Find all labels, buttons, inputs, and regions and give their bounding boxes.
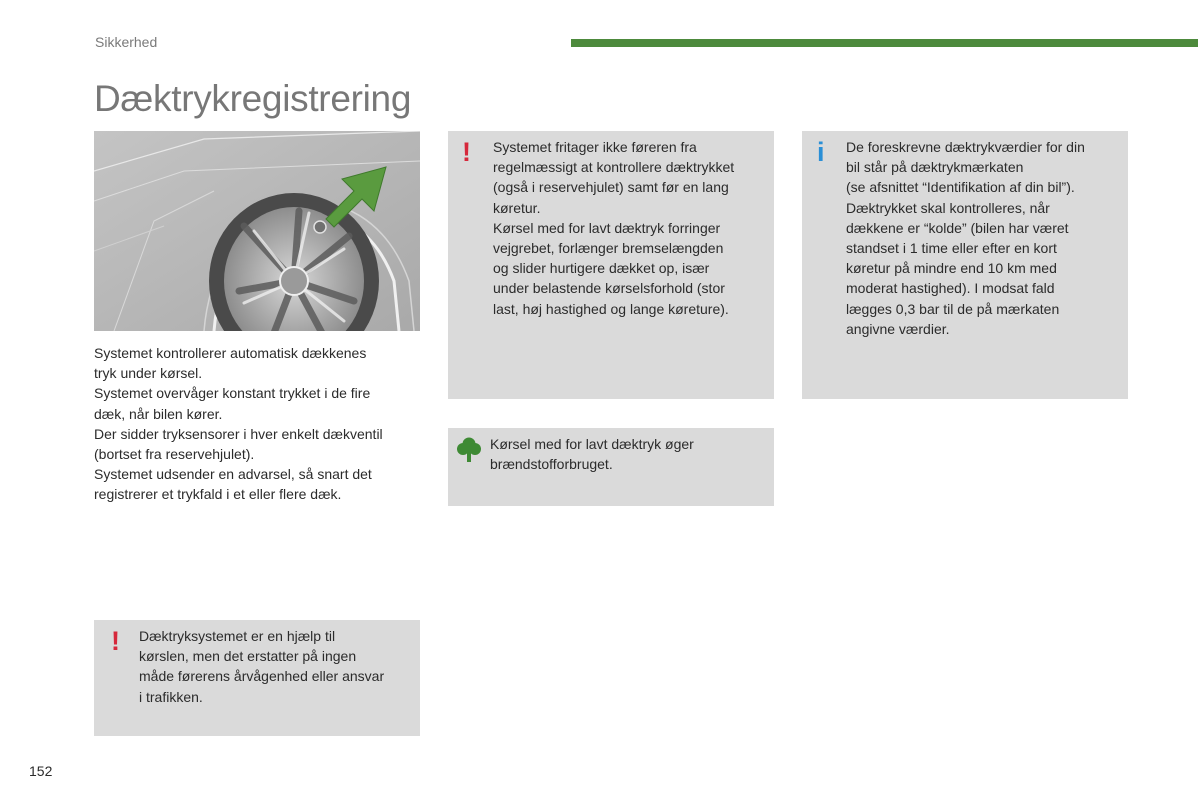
exclamation-icon: !	[111, 626, 120, 656]
page-number: 152	[29, 763, 53, 779]
info-line: (se afsnittet “Identifikation af din bil”).	[846, 179, 1075, 196]
header-accent-bar	[571, 39, 1198, 47]
exclamation-icon: !	[462, 137, 471, 167]
info-line: De foreskrevne dæktrykværdier for din	[846, 139, 1085, 155]
warning-line: i trafikken.	[139, 688, 203, 705]
info-text	[846, 137, 1122, 339]
warning-box-main	[448, 131, 774, 399]
info-line: dækkene er “kolde” (bilen har været	[846, 219, 1069, 236]
warning-line: Kørsel med for lavt dæktryk forringer	[493, 219, 721, 236]
page-title: Dæktrykregistrering	[94, 78, 412, 119]
wheel-illustration	[94, 131, 420, 331]
tree-icon	[457, 436, 481, 469]
intro-line: (bortset fra reservehjulet).	[94, 446, 255, 463]
intro-text	[94, 343, 420, 505]
info-line: standset i 1 time eller efter en kort	[846, 240, 1057, 257]
warning-line: og slider hurtigere dækket op, især	[493, 260, 710, 277]
eco-text	[490, 434, 768, 474]
intro-line: Systemet udsender en advarsel, så snart det	[94, 466, 372, 483]
info-line: lægges 0,3 bar til de på mærkaten	[846, 300, 1060, 317]
info-line: angivne værdier.	[846, 320, 950, 337]
eco-line: Kørsel med for lavt dæktryk øger	[490, 436, 694, 452]
warning-line: (også i reservehjulet) samt før en lang	[493, 179, 729, 196]
info-icon: i	[817, 137, 825, 167]
warning-line: kørslen, men det erstatter på ingen	[139, 648, 357, 665]
info-line: moderat hastighed). I modsat fald	[846, 280, 1055, 297]
warning-line: Dæktryksystemet er en hjælp til	[139, 628, 336, 644]
warning-line: regelmæssigt at kontrollere dæktrykket	[493, 159, 735, 176]
intro-line: Systemet kontrollerer automatisk dækkenes	[94, 345, 367, 361]
warning-text	[139, 626, 415, 707]
warning-line: Systemet fritager ikke føreren fra	[493, 139, 697, 155]
intro-line: Systemet overvåger konstant trykket i de fire	[94, 385, 371, 402]
warning-line: last, høj hastighed og lange køreture).	[493, 300, 729, 317]
warning-text	[493, 137, 768, 319]
warning-line: under belastende kørselsforhold (stor	[493, 280, 725, 297]
info-line: Dæktrykket skal kontrolleres, når	[846, 199, 1050, 216]
intro-line: dæk, når bilen kører.	[94, 405, 223, 422]
wheel-arrow-illustration	[94, 131, 420, 331]
eco-line: brændstofforbruget.	[490, 456, 613, 473]
info-line: køretur på mindre end 10 km med	[846, 260, 1057, 277]
eco-box	[448, 428, 774, 506]
warning-line: vejgrebet, forlænger bremselængden	[493, 240, 724, 257]
info-box	[802, 131, 1128, 399]
warning-line: køretur.	[493, 199, 541, 216]
info-line: bil står på dæktrykmærkaten	[846, 159, 1024, 176]
warning-line: måde førerens årvågenhed eller ansvar	[139, 668, 385, 685]
intro-line: registrerer et trykfald i et eller flere dæk.	[94, 486, 342, 503]
intro-line: Der sidder tryksensorer i hver enkelt dækventil	[94, 425, 383, 442]
section-label: Sikkerhed	[95, 34, 158, 50]
intro-line: tryk under kørsel.	[94, 365, 203, 382]
warning-box-bottom	[94, 620, 420, 736]
